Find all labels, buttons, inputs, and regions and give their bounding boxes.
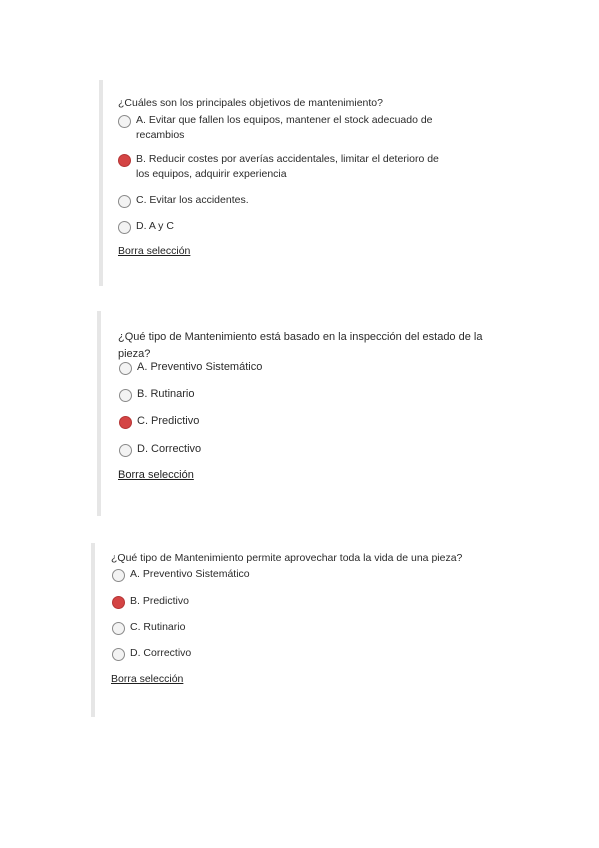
- option-label: B. Rutinario: [137, 388, 195, 400]
- option-label: C. Predictivo: [137, 415, 200, 427]
- option-label: B. Predictivo: [130, 595, 189, 607]
- option-d[interactable]: [112, 646, 492, 661]
- option-label: C. Evitar los accidentes.: [136, 194, 249, 206]
- option-a[interactable]: [119, 360, 499, 375]
- option-label: A. Evitar que fallen los equipos, mantener el stock adecuado de recambios: [136, 114, 433, 141]
- radio-button-selected[interactable]: [112, 596, 125, 609]
- question-2: [97, 311, 517, 516]
- question-1: [99, 80, 499, 286]
- option-b[interactable]: [112, 594, 492, 609]
- option-label: C. Rutinario: [130, 621, 186, 633]
- option-b[interactable]: [118, 152, 453, 182]
- option-c[interactable]: [119, 414, 499, 429]
- option-d[interactable]: [118, 219, 453, 234]
- option-label: D. Correctivo: [137, 443, 202, 455]
- radio-button-unselected[interactable]: [119, 444, 132, 457]
- option-c[interactable]: [112, 620, 492, 635]
- option-label: A. Preventivo Sistemático: [130, 568, 250, 580]
- radio-button-unselected[interactable]: [112, 622, 125, 635]
- option-a[interactable]: [112, 567, 492, 582]
- radio-button-unselected[interactable]: [118, 115, 131, 128]
- question-text: ¿Qué tipo de Mantenimiento permite aprovechar toda la vida de una pieza?: [111, 552, 463, 564]
- radio-button-unselected[interactable]: [118, 195, 131, 208]
- option-label: D. A y C: [136, 220, 174, 232]
- radio-button-unselected[interactable]: [119, 389, 132, 402]
- option-a[interactable]: [118, 113, 453, 143]
- option-b[interactable]: [119, 387, 499, 402]
- radio-button-selected[interactable]: [118, 154, 131, 167]
- radio-button-selected[interactable]: [119, 416, 132, 429]
- radio-button-unselected[interactable]: [118, 221, 131, 234]
- radio-button-unselected[interactable]: [112, 648, 125, 661]
- clear-selection-link[interactable]: Borra selección: [118, 245, 191, 257]
- clear-selection-link[interactable]: Borra selección: [111, 673, 184, 685]
- option-label: A. Preventivo Sistemático: [137, 361, 263, 373]
- radio-button-unselected[interactable]: [112, 569, 125, 582]
- question-3: [91, 543, 511, 717]
- question-text: ¿Qué tipo de Mantenimiento está basado en la inspección del estado de la pieza?: [118, 331, 483, 360]
- option-d[interactable]: [119, 442, 499, 457]
- radio-button-unselected[interactable]: [119, 362, 132, 375]
- question-text: ¿Cuáles son los principales objetivos de mantenimiento?: [118, 97, 383, 109]
- option-label: D. Correctivo: [130, 647, 192, 659]
- clear-selection-link[interactable]: Borra selección: [118, 469, 194, 481]
- option-label: B. Reducir costes por averías accidentales, limitar el deterioro de los equipos, adquirir experiencia: [136, 153, 439, 180]
- option-c[interactable]: [118, 193, 453, 208]
